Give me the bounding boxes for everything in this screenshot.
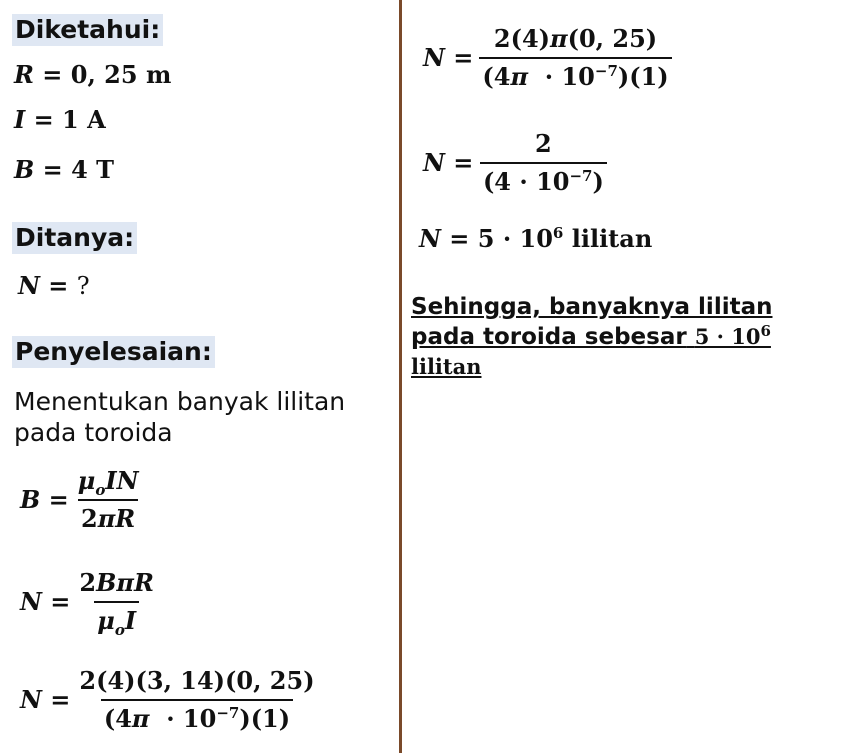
equation-3: N = $\frac{2(4)(3, 14)(0, 25)}{(4\pi \cdot 10^{-7})(1)}$ [20,666,315,733]
asked-equation: N = ? [18,271,90,300]
known-field: B = 4 T [14,155,115,184]
column-divider [399,0,402,753]
known-radius: R = 0, 25 m [14,60,172,89]
heading-solution: Penyelesaian: [12,336,215,368]
conclusion [411,293,836,382]
known-current: I = 1 A [14,105,106,134]
equation-1: B = $\frac{\mu_oIN}{2\pi R}$ [20,466,139,533]
equation-5: N = $\frac{2}{(4 \cdot 10^{-7})}$ [423,129,607,197]
conclusion-value: $5 \cdot 10^6$ lilitan [411,322,771,379]
equation-2: N = $\frac{\text{2BπR}}{\mu_oI}$ [20,568,154,639]
intro-text: Menentukan banyak lilitan pada toroida [14,387,346,447]
heading-asked: Ditanya: [12,222,137,254]
conclusion-text: Sehingga, banyaknya lilitan pada toroida sebesar [411,294,773,350]
equation-6: $N = 5 \cdot 10^6$ lilitan [419,224,653,253]
heading-known: Diketahui: [12,14,163,46]
equation-4: N = $\frac{2(4)\pi(0, 25)}{(4\pi \cdot 10^{-7})(1)}$ [423,24,672,92]
